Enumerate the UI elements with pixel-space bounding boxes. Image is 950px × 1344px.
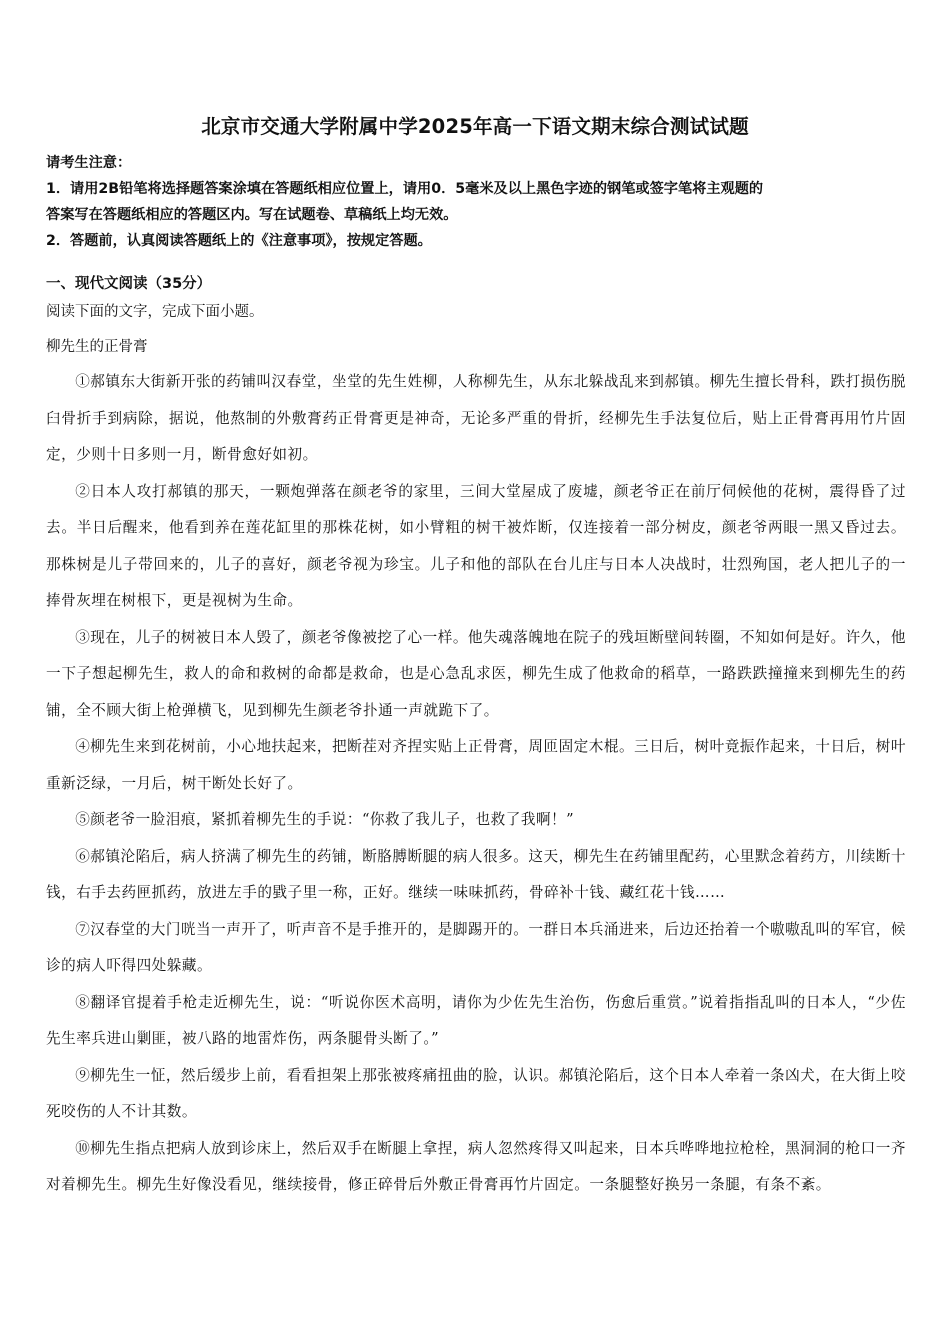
paragraph: ③现在，儿子的树被日本人毁了，颜老爷像被挖了心一样。他失魂落魄地在院子的残垣断壁间转圈，不知如何是好。许久，他一下子想起柳先生，救人的命和救树的命都是救命，也是心急乱求医，柳先生成了他救命的稻草，一路跌跌撞撞来到柳先生的药铺，全不顾大街上枪弹横飞，见到柳先生颜老爷扑通一声就跪下了。 (46, 628, 906, 719)
section-heading: 一、现代文阅读（35分） (46, 276, 212, 292)
notice-block (46, 150, 916, 254)
paragraph: ②日本人攻打郝镇的那天，一颗炮弹落在颜老爷的家里，三间大堂屋成了废墟，颜老爷正在前厅伺候他的花树，震得昏了过去。半日后醒来，他看到养在莲花缸里的那株花树，如小臂粗的树干被炸断，仅连接着一部分树皮，颜老爷两眼一黑又昏过去。那株树是儿子带回来的，儿子的喜好，颜老爷视为珍宝。儿子和他的部队在台儿庄与日本人决战时，壮烈殉国，老人把儿子的一捧骨灰埋在树根下，更是视树为生命。 (46, 482, 906, 609)
paragraph: ⑥郝镇沦陷后，病人挤满了柳先生的药铺，断胳膊断腿的病人很多。这天，柳先生在药铺里配药，心里默念着药方，川续断十钱，右手去药匣抓药，放进左手的戥子里一称，正好。继续一味味抓药，骨碎补十钱、藏红花十钱…… (46, 847, 906, 901)
notice-item: 2．答题前，认真阅读答题纸上的《注意事项》，按规定答题。 (46, 233, 432, 249)
paragraph: ⑨柳先生一怔，然后缓步上前，看看担架上那张被疼痛扭曲的脸，认识。郝镇沦陷后，这个日本人牵着一条凶犬，在大街上咬死咬伤的人不计其数。 (46, 1066, 906, 1120)
reading-instruction: 阅读下面的文字，完成下面小题。 (46, 304, 264, 320)
paragraph: ⑩柳先生指点把病人放到诊床上，然后双手在断腿上拿捏，病人忽然疼得又叫起来，日本兵哗哗地拉枪栓，黑洞洞的枪口一齐对着柳先生。柳先生好像没看见，继续接骨，修正碎骨后外敷正骨膏再竹片固定。一条腿整好换另一条腿，有条不紊。 (46, 1139, 906, 1193)
paragraph: ④柳先生来到花树前，小心地扶起来，把断茬对齐捏实贴上正骨膏，周匝固定木棍。三日后，树叶竟振作起来，十日后，树叶重新泛绿，一月后，树干断处长好了。 (46, 738, 906, 792)
paragraph: ⑦汉春堂的大门咣当一声开了，听声音不是手推开的，是脚踢开的。一群日本兵涌进来，后边还抬着一个嗷嗷乱叫的军官，候诊的病人吓得四处躲藏。 (46, 920, 906, 974)
exam-title: 北京市交通大学附属中学2025年高一下语文期末综合测试试题 (201, 115, 749, 138)
paragraph: ⑤颜老爷一脸泪痕，紧抓着柳先生的手说：“你救了我儿子，也救了我啊！” (75, 811, 575, 828)
notice-heading: 请考生注意： (46, 155, 132, 171)
notice-item: 答案写在答题纸相应的答题区内。写在试题卷、草稿纸上均无效。 (46, 207, 458, 223)
article-title: 柳先生的正骨膏 (46, 339, 148, 355)
notice-item: 1．请用2B铅笔将选择题答案涂填在答题纸相应位置上，请用0．5毫米及以上黑色字迹的钢笔或签字笔将主观题的 (46, 181, 764, 197)
article-body (46, 364, 906, 1204)
paragraph: ①郝镇东大街新开张的药铺叫汉春堂，坐堂的先生姓柳，人称柳先生，从东北躲战乱来到郝镇。柳先生擅长骨科，跌打损伤脱臼骨折手到病除，据说，他熬制的外敷膏药正骨膏更是神奇，无论多严重的骨折，经柳先生手法复位后，贴上正骨膏再用竹片固定，少则十日多则一月，断骨愈好如初。 (46, 373, 906, 463)
paragraph: ⑧翻译官提着手枪走近柳先生，说：“听说你医术高明，请你为少佐先生治伤，伤愈后重赏。”说着指指乱叫的日本人，“少佐先生率兵进山剿匪，被八路的地雷炸伤，两条腿骨头断了。” (46, 993, 906, 1047)
